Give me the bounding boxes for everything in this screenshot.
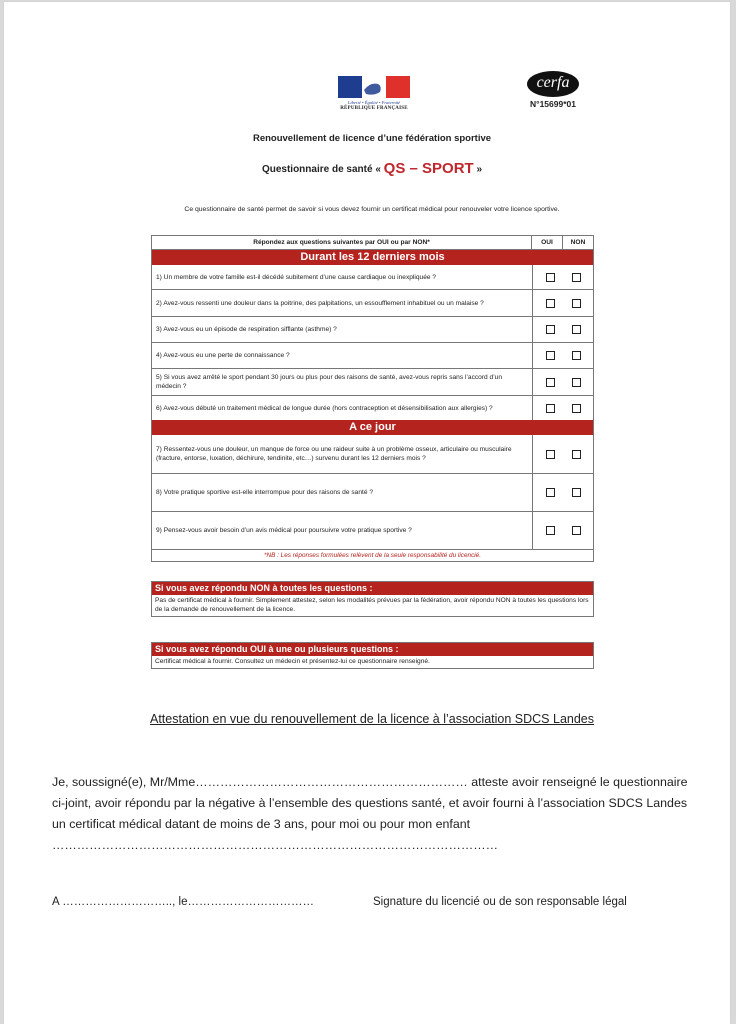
q3-no-checkbox[interactable] [572, 325, 581, 334]
q5-no-checkbox[interactable] [572, 378, 581, 387]
republic-motto: Liberté • Égalité • Fraternité [347, 100, 401, 105]
document-page [4, 2, 730, 1024]
question-row [152, 512, 593, 549]
qs-sport-highlight: QS – SPORT [383, 160, 474, 177]
header-no: NON [570, 239, 586, 246]
signature-label: Signature du licencié ou de son responsable légal [373, 896, 627, 908]
q6-no-checkbox[interactable] [572, 404, 581, 413]
q4-no-checkbox[interactable] [572, 351, 581, 360]
q4-yes-checkbox[interactable] [546, 351, 555, 360]
question-row [152, 369, 593, 396]
question-row [152, 317, 593, 343]
info-box-all-no [151, 581, 594, 617]
info-box-text: Pas de certificat médical à fournir. Simplement attestez, selon les modalités prévues par la fédération, avoir répondu NON à toutes les questions lors de la demande de renouvellement de la licence. [155, 597, 589, 613]
q3-yes-checkbox[interactable] [546, 325, 555, 334]
q7-yes-checkbox[interactable] [546, 450, 555, 459]
question-row [152, 265, 593, 290]
question-text: 6) Avez-vous débuté un traitement médical de longue durée (hors contraception et désensibilisation aux allergies) ? [152, 396, 533, 420]
cerfa-number: N°15699*01 [530, 99, 576, 109]
question-text: 7) Ressentez-vous une douleur, un manque de force ou une raideur suite à un problème osseux, articulaire ou musculaire (fracture, entorse, luxation, déchirure, tendinite, etc…) survenu durant les 12 derniers mois ? [152, 435, 533, 473]
question-text: 5) Si vous avez arrêté le sport pendant 30 jours ou plus pour des raisons de santé, avez-vous repris sans l’accord d’un médecin ? [152, 369, 533, 395]
attestation-title: Attestation en vue du renouvellement de la licence à l’association SDCS Landes [149, 712, 595, 726]
section-12-months-rows [152, 265, 593, 420]
table-header [152, 236, 593, 250]
question-row [152, 396, 593, 420]
section-title-12-months: Durant les 12 derniers mois [152, 250, 593, 265]
cerfa-oval-icon: cerfa [527, 71, 579, 97]
q1-no-checkbox[interactable] [572, 273, 581, 282]
republic-name: RÉPUBLIQUE FRANÇAISE [340, 106, 408, 111]
q1-yes-checkbox[interactable] [546, 273, 555, 282]
question-text: 8) Votre pratique sportive est-elle interrompue pour des raisons de santé ? [152, 474, 533, 511]
q9-yes-checkbox[interactable] [546, 526, 555, 535]
section-today-rows [152, 435, 593, 549]
header-question: Répondez aux questions suivantes par OUI ou par NON* [152, 236, 532, 249]
republique-francaise-logo [338, 76, 410, 111]
question-row [152, 474, 593, 512]
question-text: 9) Pensez-vous avoir besoin d’un avis médical pour poursuivre votre pratique sportive ? [152, 512, 533, 549]
info-box-title: Si vous avez répondu NON à toutes les questions : [152, 582, 593, 595]
intro-text: Ce questionnaire de santé permet de savoir si vous devez fournir un certificat médical pour renouveler votre licence sportive. [184, 206, 560, 213]
q8-no-checkbox[interactable] [572, 488, 581, 497]
document-subtitle [4, 160, 736, 177]
q9-no-checkbox[interactable] [572, 526, 581, 535]
header-yes: OUI [532, 236, 563, 249]
info-box-text: Certificat médical à fournir. Consultez un médecin et présentez-lui ce questionnaire renseigné. [155, 658, 430, 665]
attestation-text: Je, soussigné(e), Mr/Mme………………………………………………………… atteste avoir renseigné le questionnaire ci-joint, avoir répondu par la négative à l’ensemble des questions santé, et avoir fourni à l’association SDCS Landes un certificat médical datant de moins de 3 ans, pour moi ou pour mon enfant ……………………………………………………………………………………………… [52, 775, 688, 852]
health-questionnaire-table [151, 235, 594, 562]
place-date-field[interactable]: A ……………………….., le…………………………… [52, 896, 314, 908]
question-text: 3) Avez-vous eu un épisode de respiration sifflante (asthme) ? [152, 317, 533, 342]
document-title: Renouvellement de licence d’une fédération sportive [252, 133, 492, 144]
q8-yes-checkbox[interactable] [546, 488, 555, 497]
question-row [152, 435, 593, 474]
responsibility-note: *NB : Les réponses formulées relèvent de la seule responsabilité du licencié. [152, 549, 593, 561]
section-title-today: A ce jour [152, 420, 593, 435]
q7-no-checkbox[interactable] [572, 450, 581, 459]
question-text: 4) Avez-vous eu une perte de connaissance ? [152, 343, 533, 368]
subtitle-prefix: Questionnaire de santé « [261, 164, 384, 175]
question-text: 2) Avez-vous ressenti une douleur dans la poitrine, des palpitations, un essoufflement inhabituel ou un malaise ? [152, 290, 533, 316]
q2-yes-checkbox[interactable] [546, 299, 555, 308]
marianne-flag-icon [338, 76, 410, 98]
info-box-any-yes [151, 642, 594, 669]
question-row [152, 343, 593, 369]
q2-no-checkbox[interactable] [572, 299, 581, 308]
cerfa-logo [523, 71, 583, 109]
info-box-title: Si vous avez répondu OUI à une ou plusieurs questions : [152, 643, 593, 656]
question-text: 1) Un membre de votre famille est-il décédé subitement d’une cause cardiaque ou inexpliquée ? [152, 265, 533, 289]
question-row [152, 290, 593, 317]
subtitle-suffix: » [473, 164, 483, 175]
q6-yes-checkbox[interactable] [546, 404, 555, 413]
q5-yes-checkbox[interactable] [546, 378, 555, 387]
